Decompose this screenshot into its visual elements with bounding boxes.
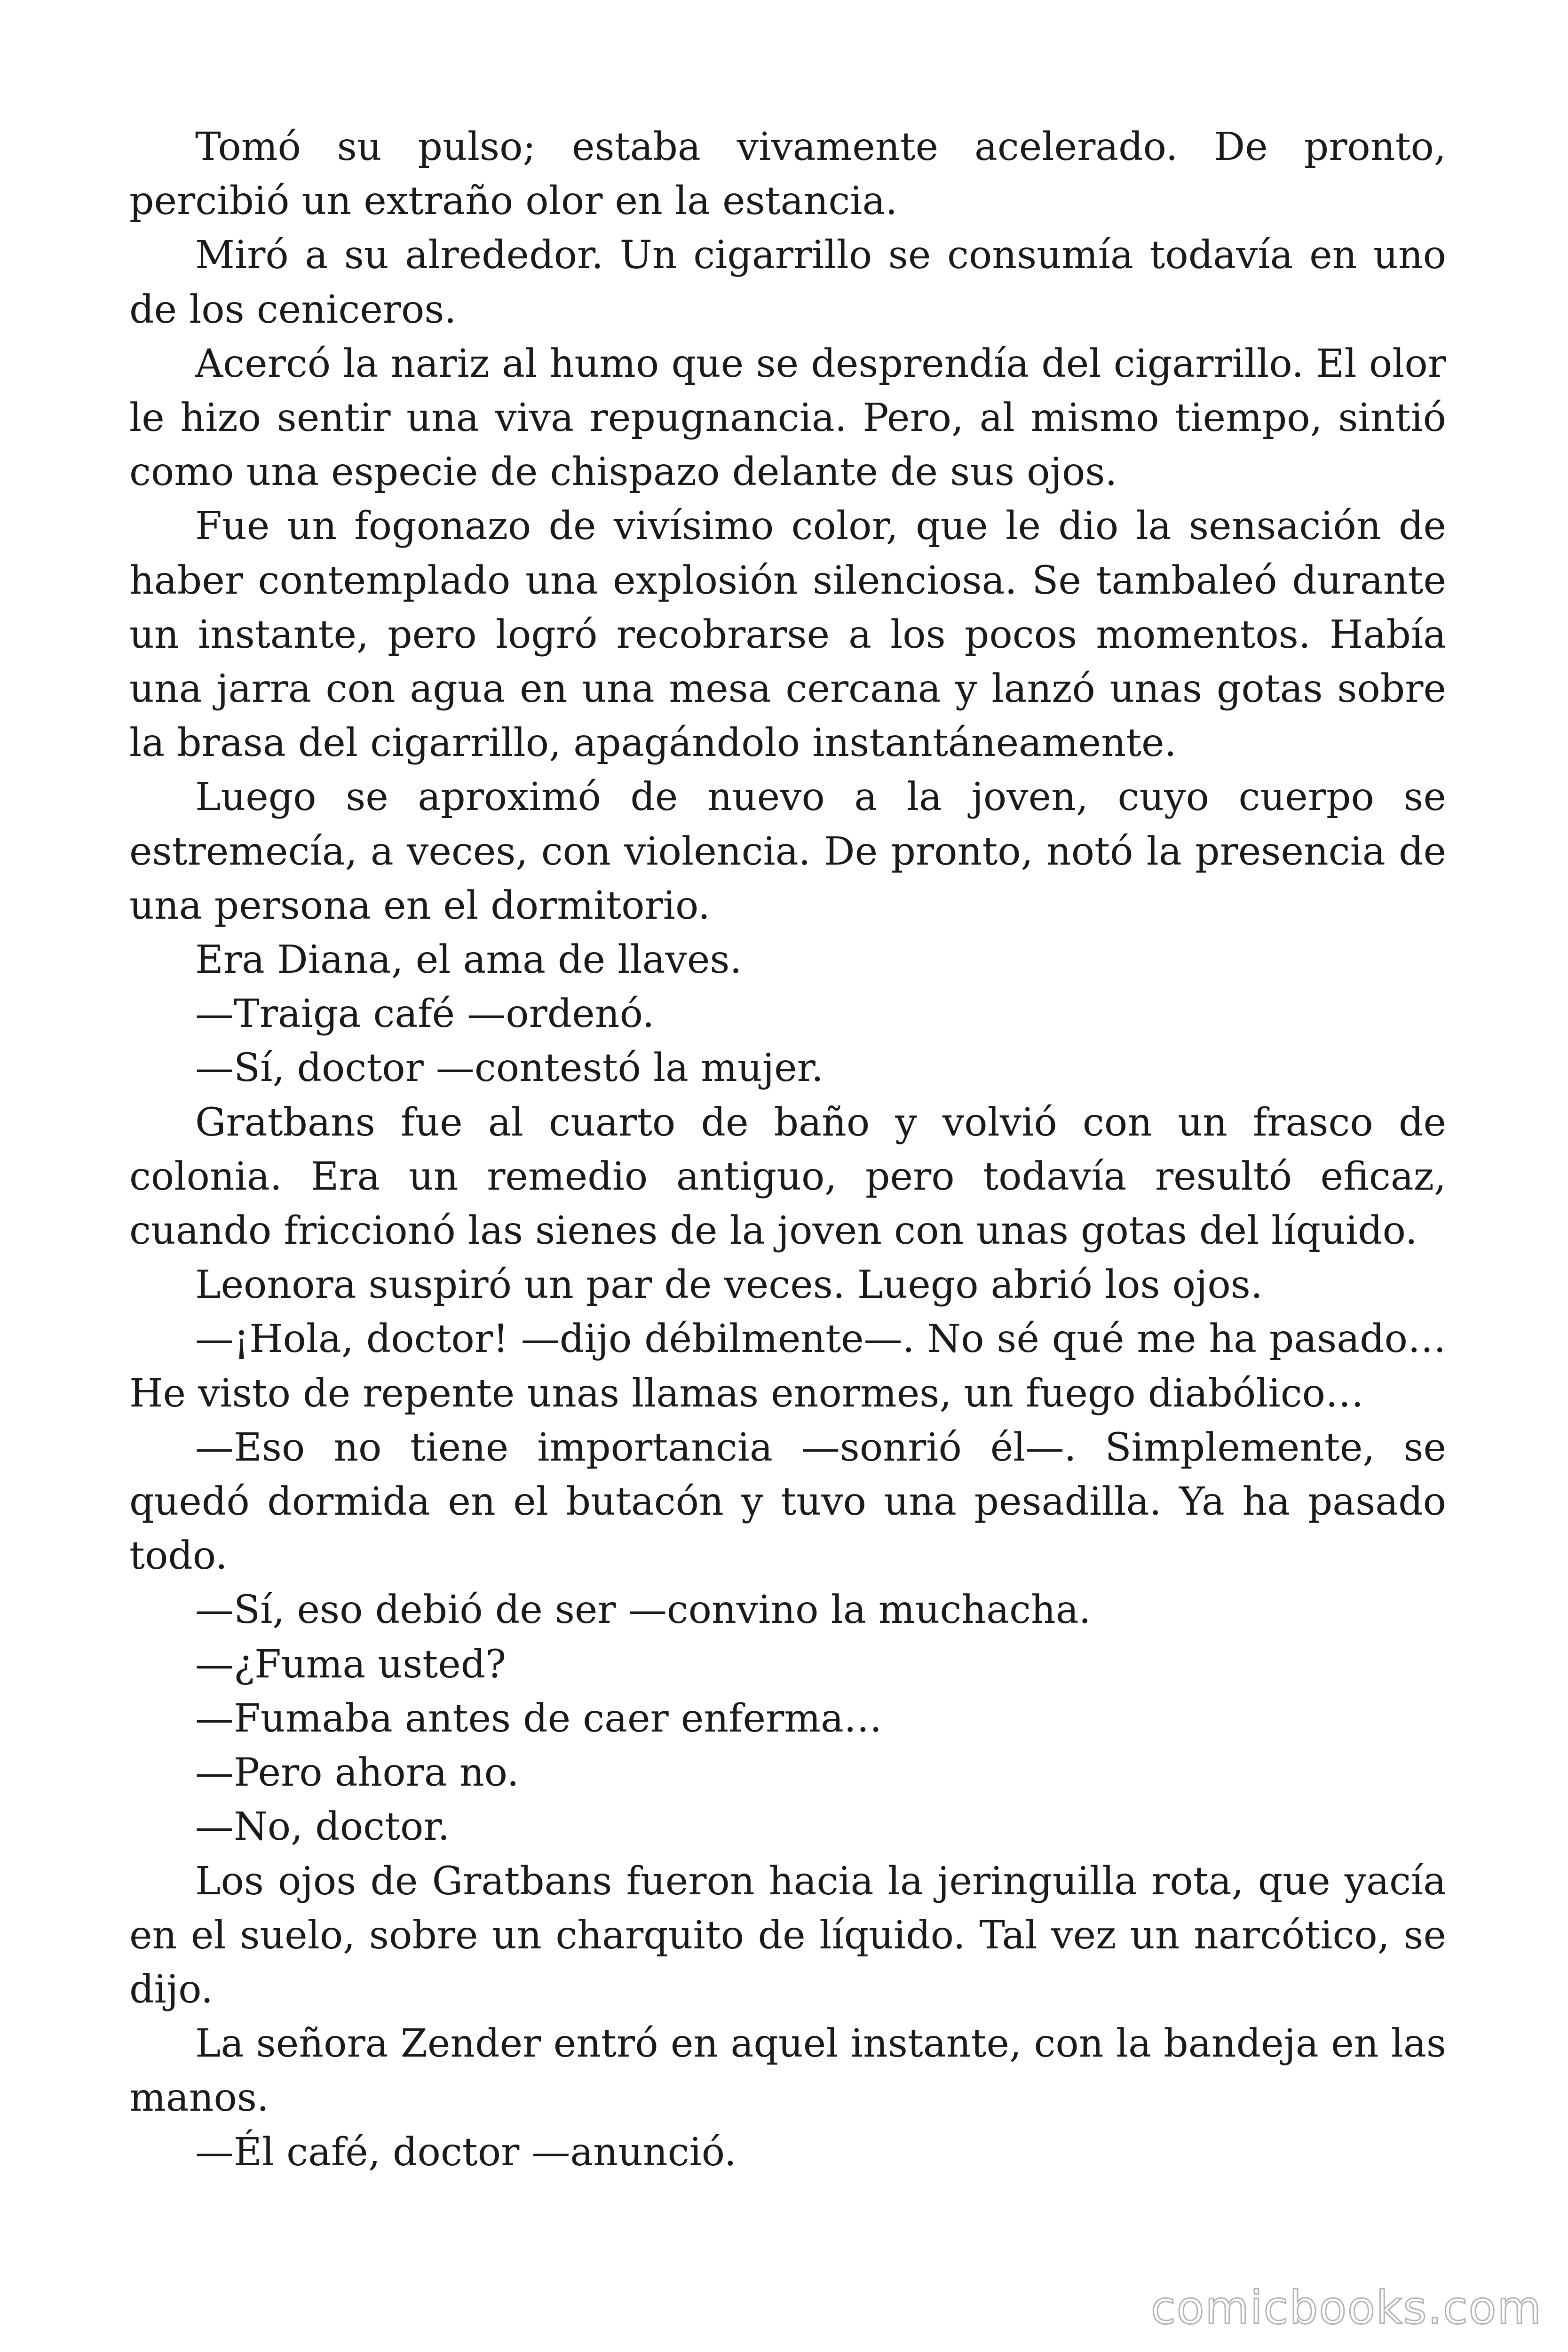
dialogue-line: —¡Hola, doctor! —dijo débilmente—. No sé qué me ha pasado… He visto de repente unas llamas enormes, un fuego diabólico… [129,1317,1446,1416]
paragraph: Los ojos de Gratbans fueron hacia la jeringuilla rota, que yacía en el suelo, sobre un charquito de líquido. Tal vez un narcótico, se dijo. [129,1859,1446,2012]
paragraph: Era Diana, el ama de llaves. [195,938,742,983]
paragraph: Fue un fogonazo de vivísimo color, que le dio la sensación de haber contemplado una explosión silenciosa. Se tambaleó durante un instante, pero logró recobrarse a los pocos momentos. Había una jarra con agua en una mesa cercana y lanzó unas gotas sobre la brasa del cigarrillo, apagándolo instantáneamente. [129,504,1446,766]
paragraph: Tomó su pulso; estaba vivamente acelerado. De pronto, percibió un extraño olor en la estancia. [129,125,1446,224]
paragraph: Gratbans fue al cuarto de baño y volvió con un frasco de colonia. Era un remedio antiguo, pero todavía resultó eficaz, cuando friccionó las sienes de la joven con unas gotas del líquido. [129,1100,1446,1254]
paragraph: Leonora suspiró un par de veces. Luego abrió los ojos. [195,1263,1263,1308]
dialogue-line: —Eso no tiene importancia —sonrió él—. Simplemente, se quedó dormida en el butacón y tuvo una pesadilla. Ya ha pasado todo. [129,1425,1446,1579]
body-text [129,120,1446,2179]
paragraph: Luego se aproximó de nuevo a la joven, cuyo cuerpo se estremecía, a veces, con violencia. De pronto, notó la presencia de una persona en el dormitorio. [129,775,1446,928]
dialogue-line: —Sí, eso debió de ser —convino la muchacha. [195,1588,1091,1633]
watermark: comicbooks.com [1150,2281,1542,2334]
paragraph: Miró a su alrededor. Un cigarrillo se consumía todavía en uno de los ceniceros. [129,233,1446,332]
dialogue-line: —Pero ahora no. [195,1750,519,1796]
paragraph: Acercó la nariz al humo que se desprendía del cigarrillo. El olor le hizo sentir una viva repugnancia. Pero, al mismo tiempo, sintió como una especie de chispazo delante de sus ojos. [129,341,1446,495]
dialogue-line: —¿Fuma usted? [195,1642,507,1687]
dialogue-line: —No, doctor. [195,1804,450,1850]
dialogue-line: —Sí, doctor —contestó la mujer. [195,1046,824,1091]
dialogue-line: —Traiga café —ordenó. [195,992,655,1037]
dialogue-line: —Fumaba antes de caer enferma… [195,1696,882,1741]
paragraph: La señora Zender entró en aquel instante, con la bandeja en las manos. [129,2021,1446,2121]
dialogue-line: —Él café, doctor —anunció. [195,2130,736,2175]
